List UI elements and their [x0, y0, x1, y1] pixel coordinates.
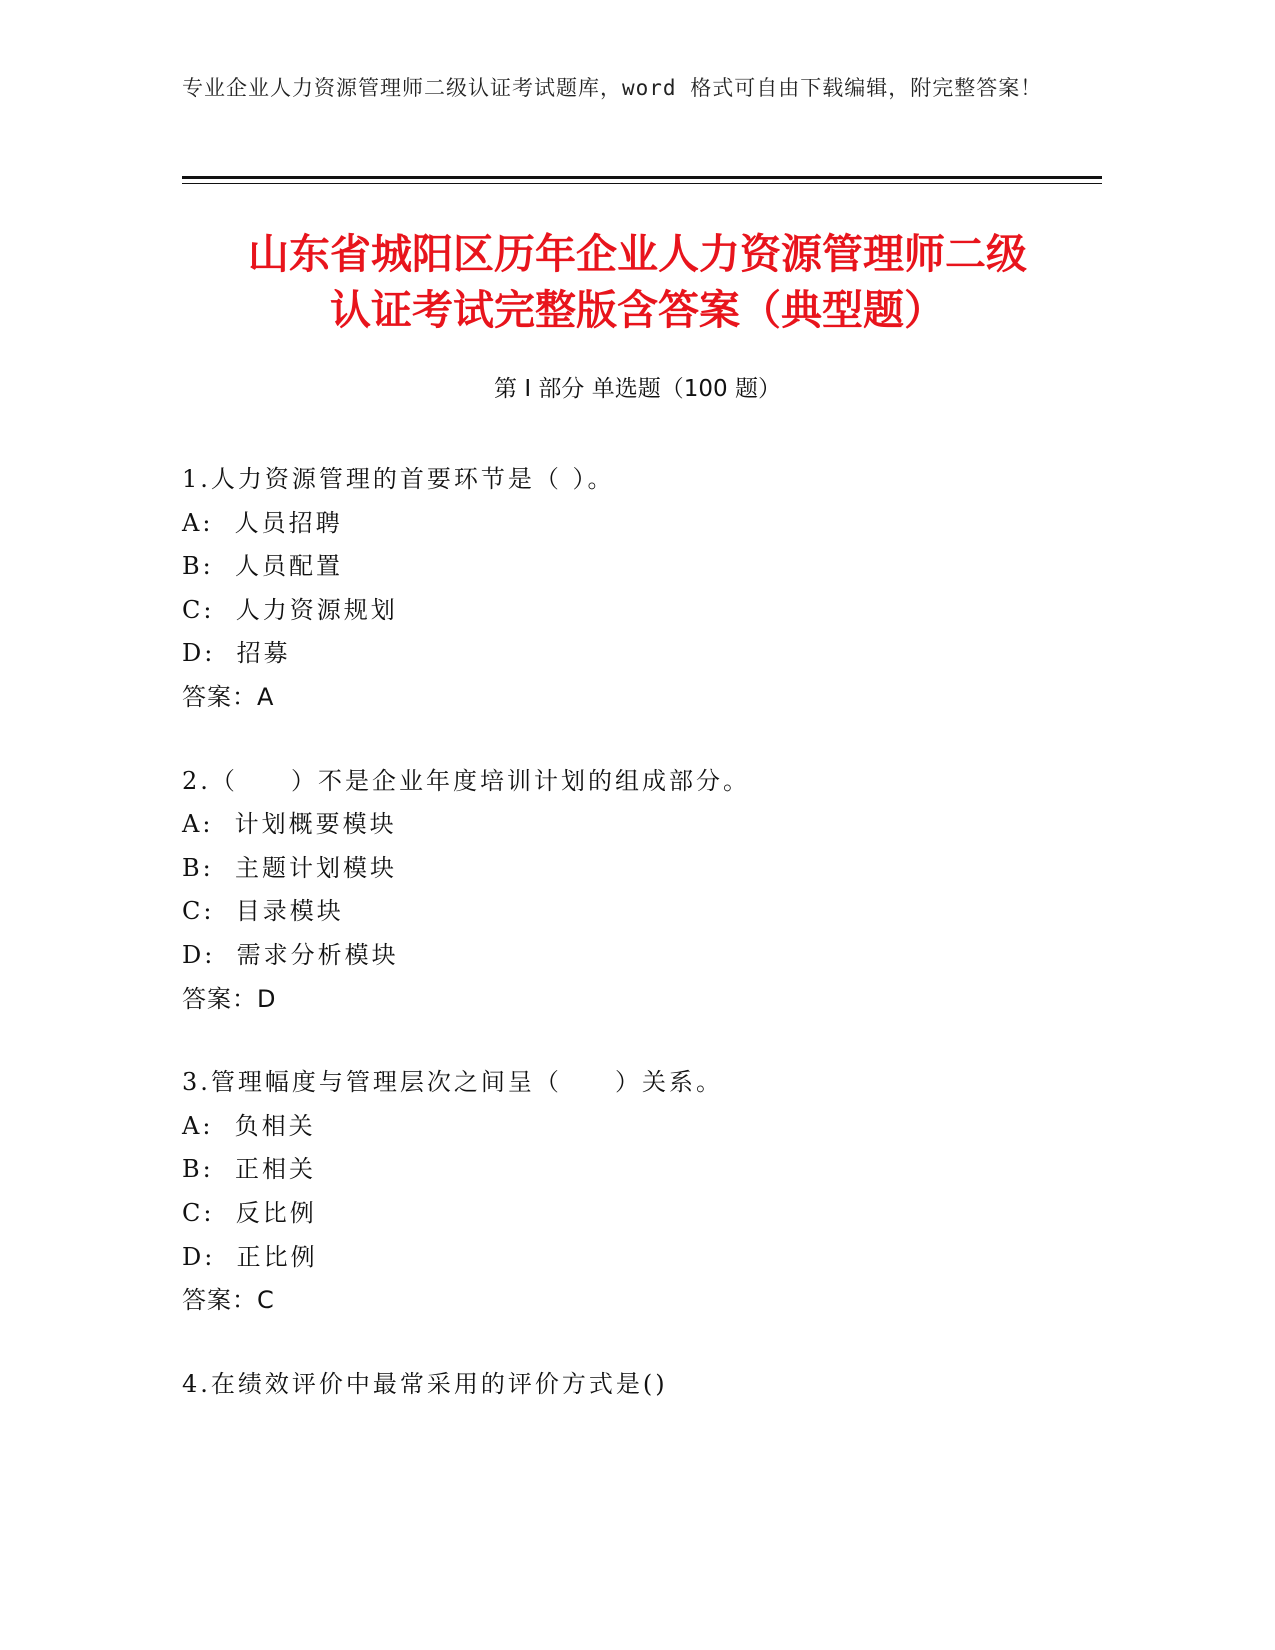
option-d: D: 需求分析模块 — [182, 940, 399, 969]
header-note: 专业企业人力资源管理师二级认证考试题库，word 格式可自由下载编辑，附完整答案！ — [182, 76, 1043, 100]
option-b: B: 主题计划模块 — [182, 853, 397, 882]
answer: 答案：C — [182, 1286, 275, 1315]
header-divider-thick — [182, 176, 1102, 179]
title-line-1: 山东省城阳区历年企业人力资源管理师二级 — [248, 230, 1027, 278]
question-stem: 4.在绩效评价中最常采用的评价方式是() — [182, 1369, 668, 1398]
question-1 — [182, 458, 1082, 720]
option-a: A: 计划概要模块 — [182, 810, 397, 839]
header-divider-thin — [182, 183, 1102, 184]
option-a: A: 负相关 — [182, 1111, 316, 1140]
option-c: C: 人力资源规划 — [182, 595, 398, 624]
option-d: D: 招募 — [182, 639, 291, 668]
option-c: C: 目录模块 — [182, 897, 344, 926]
option-d: D: 正比例 — [182, 1242, 318, 1271]
question-4 — [182, 1363, 1082, 1407]
option-b: B: 正相关 — [182, 1155, 316, 1184]
question-2 — [182, 760, 1082, 1022]
question-stem: 1.人力资源管理的首要环节是（ ）。 — [182, 465, 615, 493]
question-3 — [182, 1061, 1082, 1323]
question-stem: 2.（ ）不是企业年度培训计划的组成部分。 — [182, 766, 751, 795]
document-title — [150, 226, 1125, 338]
option-c: C: 反比例 — [182, 1198, 317, 1227]
question-list — [182, 458, 1082, 1446]
title-line-2: 认证考试完整版含答案（典型题） — [330, 286, 945, 334]
question-stem: 3.管理幅度与管理层次之间呈（ ）关系。 — [182, 1068, 724, 1097]
option-a: A: 人员招聘 — [182, 508, 343, 537]
section-title: 第 I 部分 单选题（100 题） — [494, 376, 781, 402]
answer: 答案：D — [182, 984, 277, 1013]
option-b: B: 人员配置 — [182, 552, 343, 581]
answer: 答案：A — [182, 682, 275, 711]
